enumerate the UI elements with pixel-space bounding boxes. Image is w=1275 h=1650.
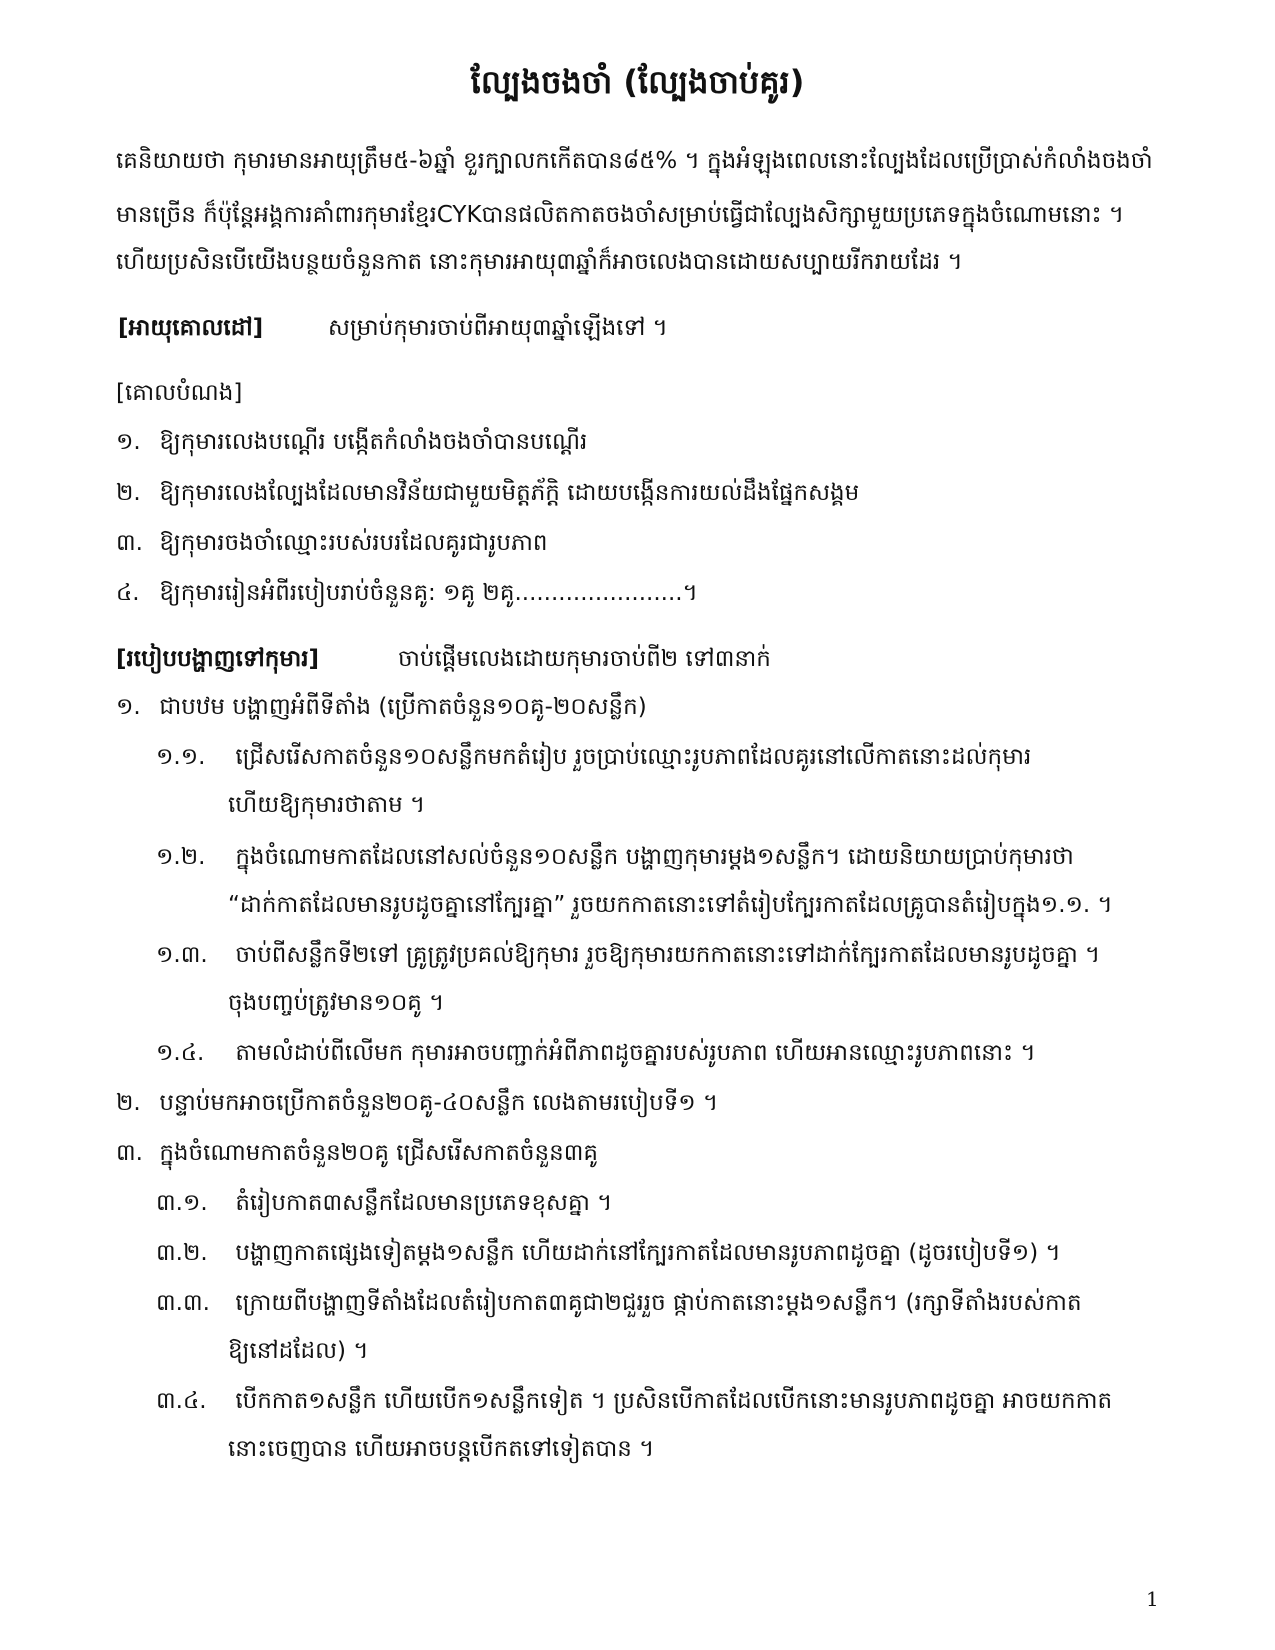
step-number: ១.២.	[156, 844, 206, 870]
step-number: ៣.១.	[156, 1190, 208, 1216]
goal-item	[116, 474, 859, 512]
step-number: ១.៣.	[156, 942, 208, 968]
step-text: បើកកាត១សន្លឹក ហើយបើក១សន្លឹកទៀត ។ ប្រសិនបើកាតដែលបើកនោះមានរូបភាពដូចគ្នា អាចយកកាត	[235, 1388, 1113, 1414]
intro-line-1: គេនិយាយថា កុមារមានអាយុត្រឹម៥-៦ឆ្នាំ ខួរក្បាលកកើតបាន៨៥% ។ ក្នុងអំឡុងពេលនោះល្បែងដែលប្រើប្រាស់កំលាំងចងចាំ	[116, 148, 1153, 174]
step-continuation: “ដាក់កាតដែលមានរូបដូចគ្នានៅក្បែរគ្នា” រួចយកកាតនោះទៅតំរៀបក្បែរកាតដែលគ្រូបានតំរៀបក្នុង១.១. ។	[228, 892, 1113, 918]
step-text: ក្រោយពីបង្ហាញទីតាំងដែលតំរៀបកាត៣គូជា២ជួររួច ផ្កាប់កាតនោះម្តង១សន្លឹក។ (រក្សាទីតាំងរបស់កាត	[235, 1290, 1082, 1316]
step-continuation: ចុងបញ្ចប់ត្រូវមាន១០គូ ។	[228, 990, 445, 1016]
goal-item	[116, 524, 547, 562]
step-continuation: ឱ្យនៅដដែល) ។	[228, 1338, 369, 1364]
step-item	[156, 1382, 1112, 1420]
step-text: បន្ទាប់មកអាចប្រើកាតចំនួន២០គូ-៤០សន្លឹក លេងតាមរបៀបទី១ ។	[159, 1090, 719, 1116]
intro-line-2: មានច្រើន ក៏ប៉ុន្តែអង្គការគាំពារកុមារខ្មែរCYKបានផលិតកាតចងចាំសម្រាប់ធ្វើជាល្បែងសិក្សាមួយប្រភេទក្នុងចំណោមនោះ ។	[116, 202, 1125, 228]
goal-number: ៤.	[116, 580, 140, 606]
goal-number: ១.	[116, 429, 141, 455]
step-text: ជាបឋម បង្ហាញអំពីទីតាំង (ប្រើកាតចំនួន១០គូ-២០សន្លឹក)	[159, 694, 647, 720]
step-item	[156, 838, 1074, 876]
step-text: ជ្រើសរើសកាតចំនួន១០សន្លឹកមកតំរៀប រួចប្រាប់ឈ្មោះរូបភាពដែលគូរនៅលើកាតនោះដល់កុមារ	[235, 744, 1032, 770]
goal-number: ២.	[116, 480, 141, 506]
page-number: 1	[1146, 1587, 1159, 1611]
goal-number: ៣.	[116, 530, 143, 556]
step-number: ១.១.	[156, 744, 206, 770]
step-item	[156, 1034, 1036, 1072]
method-text: ចាប់ផ្ដើមលេងដោយកុមារចាប់ពី២ ទៅ៣នាក់	[398, 646, 771, 672]
goal-text: ឱ្យកុមាររៀនអំពីរបៀបរាប់ចំនួនគូ: ១គូ ២គូ.......................។	[159, 580, 698, 606]
page-title: ល្បែងចងចាំ (ល្បែងចាប់គូរ)	[470, 63, 805, 101]
step-item	[156, 936, 1100, 974]
goal-text: ឱ្យកុមារចងចាំឈ្មោះរបស់របរដែលគូរជារូបភាព	[159, 530, 548, 556]
step-number: ២.	[116, 1090, 141, 1116]
step-item	[156, 1234, 1061, 1272]
age-text: សម្រាប់កុមារចាប់ពីអាយុ៣ឆ្នាំឡើងទៅ ។	[328, 315, 668, 341]
goals-label: [គោលបំណង]	[116, 380, 243, 406]
step-item	[116, 688, 647, 726]
step-item	[116, 1084, 718, 1122]
goal-text: ឱ្យកុមារលេងបណ្ដើរ បង្កើតកំលាំងចងចាំបានបណ្ដើរ	[159, 429, 588, 455]
step-number: ៣.៣.	[156, 1290, 210, 1316]
step-number: ៣.៤.	[156, 1388, 207, 1414]
step-number: ១.	[116, 694, 141, 720]
step-text: តំរៀបកាត៣សន្លឹកដែលមានប្រភេទខុសគ្នា ។	[235, 1190, 613, 1216]
step-continuation: នោះចេញបាន ហើយអាចបន្តបើកតទៅទៀតបាន ។	[228, 1436, 655, 1462]
step-text: ចាប់ពីសន្លឹកទី២ទៅ គ្រូត្រូវប្រគល់ឱ្យកុមារ រួចឱ្យកុមារយកកាតនោះទៅដាក់ក្បែរកាតដែលមានរូបដូចគ្នា ។	[235, 942, 1101, 968]
step-number: ៣.	[116, 1140, 143, 1166]
step-number: ១.៤.	[156, 1040, 205, 1066]
age-label: [អាយុគោលដៅ]	[118, 315, 264, 341]
intro-line-3: ហើយប្រសិនបើយើងបន្ថយចំនួនកាត នោះកុមារអាយុ៣ឆ្នាំក៏អាចលេងបានដោយសប្បាយរីករាយដែរ ។	[116, 249, 963, 275]
step-continuation: ហើយឱ្យកុមារថាតាម ។	[228, 792, 426, 818]
step-text: បង្ហាញកាតផ្សេងទៀតម្តង១សន្លឹក ហើយដាក់នៅក្បែរកាតដែលមានរូបភាពដូចគ្នា (ដូចរបៀបទី១) ។	[235, 1240, 1061, 1266]
step-text: ក្នុងចំណោមកាតចំនួន២០គូ ជ្រើសរើសកាតចំនួន៣គូ	[159, 1140, 598, 1166]
goal-item	[116, 574, 698, 612]
step-number: ៣.២.	[156, 1240, 208, 1266]
step-item	[116, 1134, 598, 1172]
method-label: [របៀបបង្ហាញទៅកុមារ]	[116, 646, 320, 672]
step-item	[156, 1184, 612, 1222]
step-item	[156, 738, 1031, 776]
step-text: ក្នុងចំណោមកាតដែលនៅសល់ចំនួន១០សន្លឹក បង្ហាញកុមារម្តង១សន្លឹក។ ដោយនិយាយប្រាប់កុមារថា	[235, 844, 1074, 870]
goal-item	[116, 423, 587, 461]
step-text: តាមលំដាប់ពីលើមក កុមារអាចបញ្ជាក់អំពីភាពដូចគ្នារបស់រូបភាព ហើយអានឈ្មោះរូបភាពនោះ ។	[235, 1040, 1036, 1066]
goal-text: ឱ្យកុមារលេងល្បែងដែលមានវិន័យជាមួយមិត្តភ័ក្តិ ដោយបង្កើនការយល់ដឹងផ្នែកសង្គម	[159, 480, 860, 506]
step-item	[156, 1284, 1082, 1322]
